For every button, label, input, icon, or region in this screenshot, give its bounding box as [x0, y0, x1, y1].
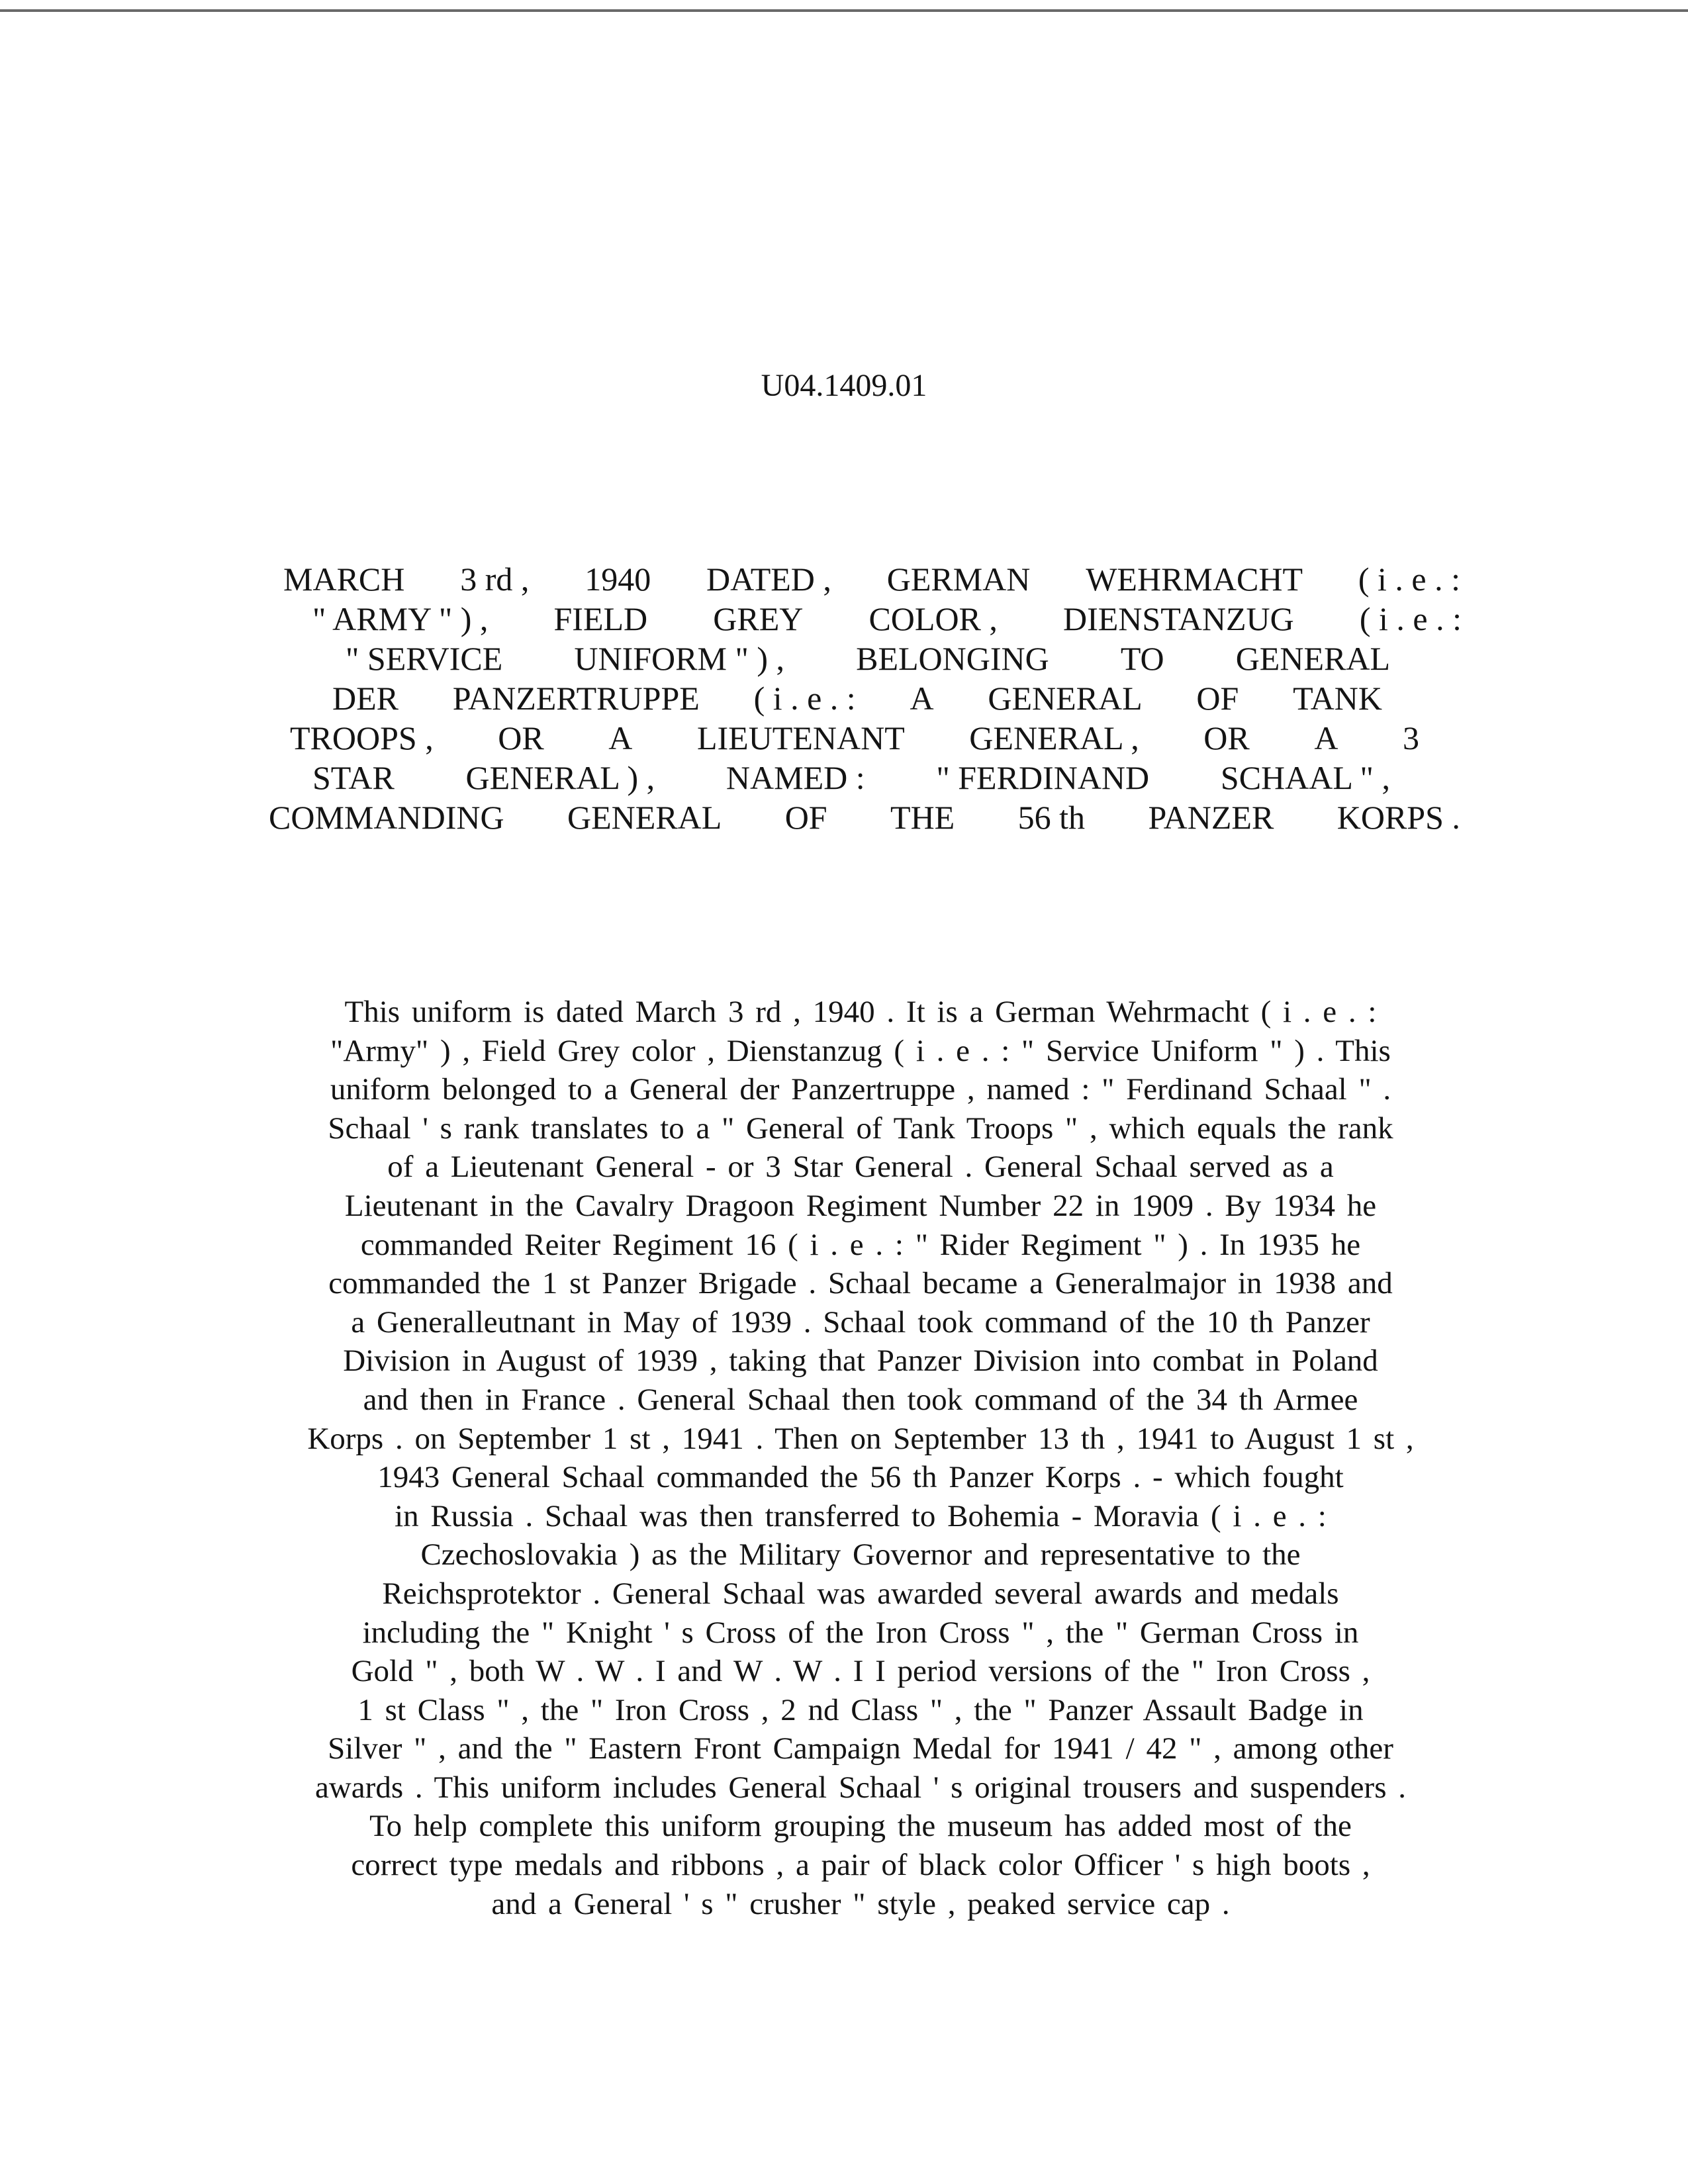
body-line: 1943 General Schaal commanded the 56 th Panzer Korps . - which fought	[377, 1460, 1344, 1495]
body-line: Korps . on September 1 st , 1941 . Then on September 13 th , 1941 to August 1 st ,	[307, 1421, 1414, 1456]
document-body	[252, 993, 1470, 1923]
body-line: Czechoslovakia ) as the Military Governor and representative to the	[420, 1537, 1301, 1572]
body-line: Silver " , and the " Eastern Front Campaign Medal for 1941 / 42 " , among other	[328, 1731, 1393, 1766]
title-word: COLOR ,	[868, 600, 998, 637]
title-word: FIELD	[553, 600, 648, 637]
title-line	[283, 559, 1460, 599]
title-word: PANZER	[1148, 799, 1274, 836]
title-word: GENERAL ) ,	[465, 759, 655, 796]
title-word: A	[608, 719, 633, 756]
body-line: Schaal ' s rank translates to a " General of Tank Troops " , which equals the rank	[328, 1111, 1393, 1146]
title-word: ( i . e . :	[753, 680, 856, 717]
title-word: COMMANDING	[269, 799, 504, 836]
title-word: BELONGING	[856, 640, 1049, 677]
title-word: TANK	[1293, 680, 1382, 717]
title-word: GENERAL	[567, 799, 722, 836]
title-word: 1940	[585, 561, 651, 598]
title-word: GERMAN	[886, 561, 1031, 598]
body-line: commanded the 1 st Panzer Brigade . Schaal became a Generalmajor in 1938 and	[328, 1266, 1393, 1301]
body-line: commanded Reiter Regiment 16 ( i . e . : " Rider Regiment " ) . In 1935 he	[360, 1227, 1361, 1262]
document-title	[265, 559, 1462, 837]
title-word: " ARMY " ) ,	[312, 600, 489, 637]
title-word: 3 rd ,	[460, 561, 530, 598]
title-line	[290, 718, 1419, 758]
title-word: KORPS .	[1336, 799, 1460, 836]
catalog-number: U04.1409.01	[761, 368, 927, 403]
body-line: uniform belonged to a General der Panzertruppe , named : " Ferdinand Schaal " .	[330, 1072, 1391, 1107]
body-line: Lieutenant in the Cavalry Dragoon Regiment Number 22 in 1909 . By 1934 he	[344, 1188, 1377, 1223]
title-line	[312, 599, 1462, 639]
title-word: 56 th	[1017, 799, 1086, 836]
body-line: of a Lieutenant General - or 3 Star General . General Schaal served as a	[387, 1150, 1334, 1185]
title-word: DER	[332, 680, 399, 717]
title-word: GREY	[713, 600, 804, 637]
title-line	[346, 639, 1390, 678]
body-line: 1 st Class " , the " Iron Cross , 2 nd Class " , the " Panzer Assault Badge in	[357, 1692, 1364, 1727]
title-word: THE	[890, 799, 955, 836]
body-line: "Army" ) , Field Grey color , Dienstanzug ( i . e . : " Service Uniform " ) . This	[330, 1033, 1391, 1068]
title-word: DIENSTANZUG	[1063, 600, 1294, 637]
title-word: WEHRMACHT	[1086, 561, 1303, 598]
title-word: TO	[1120, 640, 1164, 677]
title-line	[332, 678, 1382, 718]
scan-edge-line	[0, 9, 1688, 12]
body-line: This uniform is dated March 3 rd , 1940 . It is a German Wehrmacht ( i . e . :	[344, 995, 1377, 1029]
title-word: ( i . e . :	[1359, 600, 1462, 637]
body-line: Gold " , both W . W . I and W . W . I I period versions of the " Iron Cross ,	[351, 1654, 1370, 1689]
title-word: " SERVICE	[346, 640, 503, 677]
title-word: DATED ,	[706, 561, 831, 598]
title-word: TROOPS ,	[290, 719, 434, 756]
title-word: UNIFORM " ) ,	[574, 640, 785, 677]
body-line: Reichsprotektor . General Schaal was awarded several awards and medals	[382, 1576, 1339, 1611]
title-word: OF	[784, 799, 827, 836]
title-word: STAR	[312, 759, 395, 796]
body-line: including the " Knight ' s Cross of the Iron Cross " , the " German Cross in	[362, 1615, 1359, 1650]
title-word: OR	[498, 719, 544, 756]
body-line: To help complete this uniform grouping the museum has added most of the	[369, 1809, 1352, 1844]
body-line: Division in August of 1939 , taking that Panzer Division into combat in Poland	[343, 1343, 1378, 1379]
title-word: MARCH	[283, 561, 405, 598]
title-word: GENERAL	[988, 680, 1143, 717]
title-word: LIEUTENANT	[696, 719, 905, 756]
title-word: " FERDINAND	[936, 759, 1150, 796]
title-word: NAMED :	[726, 759, 865, 796]
body-line: and then in France . General Schaal then took command of the 34 th Armee	[363, 1382, 1358, 1417]
title-word: OF	[1196, 680, 1239, 717]
title-word: 3	[1402, 719, 1419, 756]
body-line: in Russia . Schaal was then transferred to Bohemia - Moravia ( i . e . :	[395, 1498, 1327, 1533]
title-line	[312, 758, 1390, 797]
body-line: and a General ' s " crusher " style , peaked service cap .	[491, 1886, 1230, 1921]
title-word: SCHAAL " ,	[1220, 759, 1390, 796]
body-line: a Generalleutnant in May of 1939 . Schaal took command of the 10 th Panzer	[351, 1304, 1370, 1340]
title-word: A	[1314, 719, 1338, 756]
title-word: A	[910, 680, 934, 717]
title-word: GENERAL ,	[969, 719, 1139, 756]
body-line: awards . This uniform includes General Schaal ' s original trousers and suspenders .	[315, 1770, 1406, 1805]
title-word: GENERAL	[1235, 640, 1390, 677]
title-word: PANZERTRUPPE	[452, 680, 700, 717]
body-line: correct type medals and ribbons , a pair of black color Officer ' s high boots ,	[351, 1848, 1370, 1883]
title-line	[269, 797, 1460, 837]
title-word: ( i . e . :	[1358, 561, 1460, 598]
title-word: OR	[1203, 719, 1250, 756]
